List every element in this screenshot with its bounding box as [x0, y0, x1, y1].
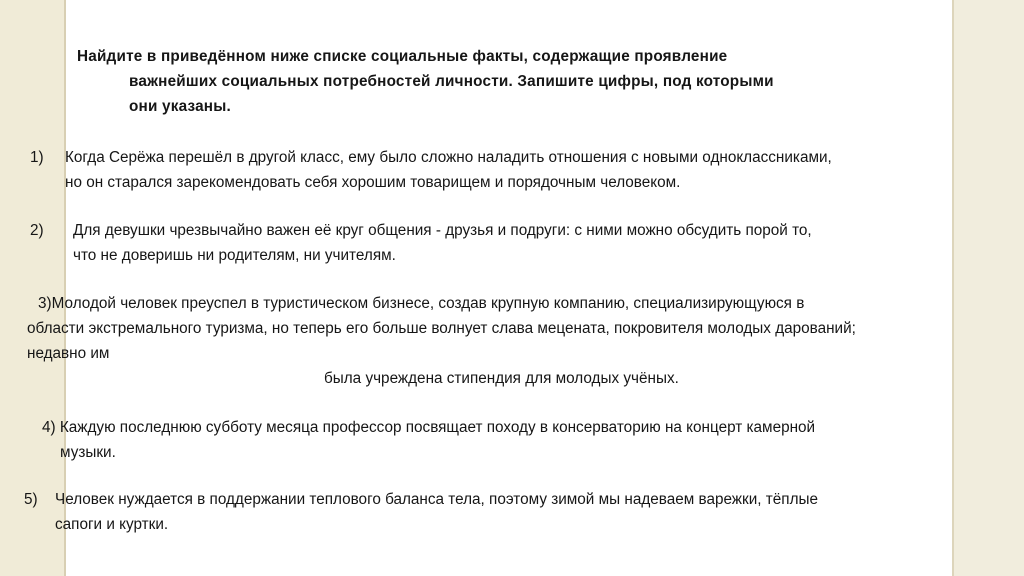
task-heading: [77, 44, 927, 119]
item-1-line-2: но он старался зарекомендовать себя хорошим товарищем и порядочным человеком.: [65, 174, 681, 191]
item-number-5: 5): [24, 491, 38, 508]
item-text-5: [55, 487, 818, 537]
item-3-line-3: недавно им: [27, 345, 110, 362]
item-3-line-4: была учреждена стипендия для молодых учёных.: [324, 370, 679, 387]
item-4-line-2: музыки.: [60, 444, 116, 461]
task-heading-line-3: они указаны.: [129, 98, 231, 115]
item-3-line-2: области экстремального туризма, но теперь его больше волнует слава мецената, покровителя молодых дарований;: [27, 320, 856, 337]
item-number-1: 1): [30, 149, 44, 166]
task-heading-line-1: Найдите в приведённом ниже списке социальные факты, содержащие проявление: [77, 48, 728, 65]
item-2-line-1: Для девушки чрезвычайно важен её круг общения - друзья и подруги: с ними можно обсудить порой то,: [73, 222, 812, 239]
item-3-line-1: [27, 291, 856, 316]
item-number-3: 3): [38, 295, 52, 312]
item-text-1: [65, 145, 832, 195]
item-number-4: 4): [42, 419, 56, 436]
item-text-3: [27, 291, 856, 391]
item-4-line-1: [42, 415, 815, 440]
item-2-line-2: что не доверишь ни родителям, ни учителям.: [73, 247, 396, 264]
item-number-2: 2): [30, 222, 44, 239]
item-5-line-2: сапоги и куртки.: [55, 516, 169, 533]
item-text-2: [73, 218, 812, 268]
item-3-line-1-text: Молодой человек преуспел в туристическом бизнесе, создав крупную компанию, специализирующуюся в: [51, 295, 805, 312]
item-1-line-1: Когда Серёжа перешёл в другой класс, ему было сложно наладить отношения с новыми одноклассниками,: [65, 149, 832, 166]
item-5-line-1: Человек нуждается в поддержании теплового баланса тела, поэтому зимой мы надеваем варежки, тёплые: [55, 491, 818, 508]
task-heading-line-2: важнейших социальных потребностей личности. Запишите цифры, под которыми: [129, 73, 774, 90]
item-text-4: [42, 415, 815, 465]
item-4-line-1-text: Каждую последнюю субботу месяца профессор посвящает походу в консерваторию на концерт камерной: [59, 419, 816, 436]
